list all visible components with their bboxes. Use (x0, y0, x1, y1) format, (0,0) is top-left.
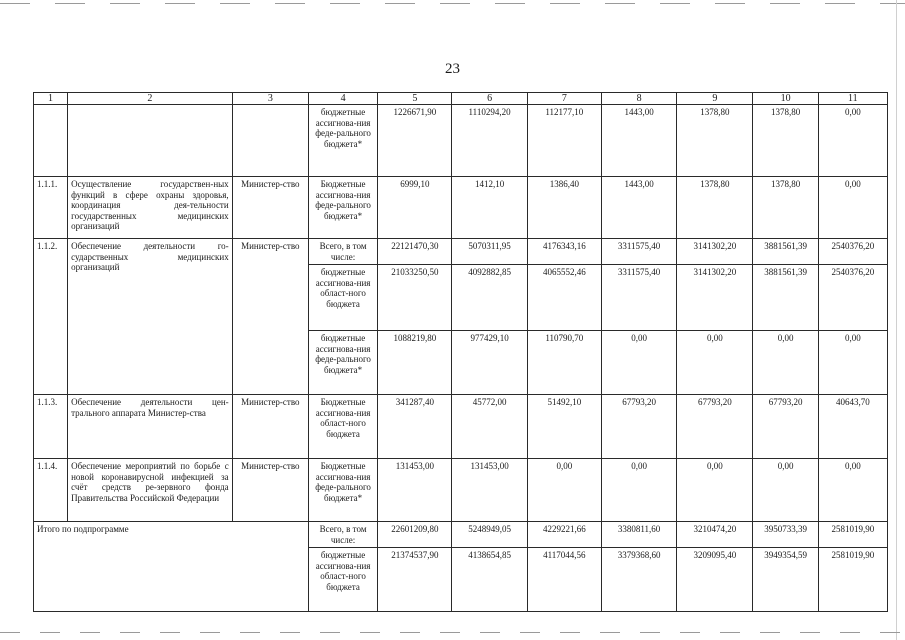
funding-source: бюджетные ассигнова-ния феде-рального бюджета* (308, 105, 377, 177)
column-number-row (34, 93, 888, 105)
column-number: 9 (677, 93, 753, 105)
amount-cell: 1443,00 (601, 177, 676, 239)
amount-cell: 4117044,56 (527, 548, 601, 612)
page-number: 23 (445, 61, 460, 77)
amount-cell: 22601209,80 (378, 522, 452, 548)
column-number: 3 (232, 93, 308, 105)
amount-cell: 0,00 (818, 177, 887, 239)
amount-cell: 21374537,90 (378, 548, 452, 612)
executor: Министер-ство (232, 177, 308, 239)
amount-cell: 131453,00 (452, 459, 527, 522)
amount-cell: 3210474,20 (677, 522, 753, 548)
column-number: 2 (68, 93, 233, 105)
amount-cell: 1226671,90 (378, 105, 452, 177)
amount-cell: 0,00 (677, 459, 753, 522)
amount-cell: 3950733,39 (753, 522, 818, 548)
amount-cell: 3379368,60 (601, 548, 676, 612)
column-number: 10 (753, 93, 818, 105)
column-number: 7 (527, 93, 601, 105)
table-row (34, 522, 888, 548)
amount-cell: 0,00 (818, 459, 887, 522)
amount-cell: 4065552,46 (527, 265, 601, 331)
amount-cell: 5248949,05 (452, 522, 527, 548)
subprogram-total-label: Итого по подпрограмме (34, 522, 309, 612)
item-number: 1.1.3. (34, 395, 68, 459)
amount-cell: 4176343,16 (527, 239, 601, 265)
table-row (34, 459, 888, 522)
funding-source: бюджетные ассигнова-ния област-ного бюджета (308, 265, 377, 331)
item-number: 1.1.4. (34, 459, 68, 522)
measure-name: Обеспечение мероприятий по борьбе с новой коронавирусной инфекцией за счёт средств ре-зервного фонда Правительства Российской Федерации (68, 459, 233, 522)
amount-cell: 1378,80 (753, 105, 818, 177)
item-number (34, 105, 68, 177)
amount-cell: 3881561,39 (753, 265, 818, 331)
item-number: 1.1.2. (34, 239, 68, 395)
column-number: 5 (378, 93, 452, 105)
amount-cell: 3141302,20 (677, 239, 753, 265)
amount-cell: 3311575,40 (601, 239, 676, 265)
amount-cell: 2540376,20 (818, 265, 887, 331)
amount-cell: 1443,00 (601, 105, 676, 177)
funding-source: Бюджетные ассигнова-ния област-ного бюджета (308, 395, 377, 459)
amount-cell: 6999,10 (378, 177, 452, 239)
amount-cell: 3380811,60 (601, 522, 676, 548)
amount-cell: 131453,00 (378, 459, 452, 522)
column-number: 4 (308, 93, 377, 105)
executor: Министер-ство (232, 395, 308, 459)
amount-cell: 3141302,20 (677, 265, 753, 331)
amount-cell: 4092882,85 (452, 265, 527, 331)
funding-source: Бюджетные ассигнова-ния феде-рального бюджета* (308, 177, 377, 239)
amount-cell: 1110294,20 (452, 105, 527, 177)
scan-edge-right (896, 0, 897, 640)
amount-cell: 21033250,50 (378, 265, 452, 331)
amount-cell: 5070311,95 (452, 239, 527, 265)
funding-source: Всего, в том числе: (308, 522, 377, 548)
amount-cell: 4138654,85 (452, 548, 527, 612)
column-number: 8 (601, 93, 676, 105)
measure-name (68, 105, 233, 177)
amount-cell: 2540376,20 (818, 239, 887, 265)
scan-edge-bottom (0, 632, 905, 633)
item-number: 1.1.1. (34, 177, 68, 239)
amount-cell: 110790,70 (527, 331, 601, 395)
amount-cell: 3311575,40 (601, 265, 676, 331)
amount-cell: 40643,70 (818, 395, 887, 459)
amount-cell: 0,00 (677, 331, 753, 395)
amount-cell: 0,00 (818, 331, 887, 395)
amount-cell: 0,00 (527, 459, 601, 522)
amount-cell: 51492,10 (527, 395, 601, 459)
amount-cell: 341287,40 (378, 395, 452, 459)
amount-cell: 4229221,66 (527, 522, 601, 548)
amount-cell: 977429,10 (452, 331, 527, 395)
table-row (34, 177, 888, 239)
amount-cell: 3949354,59 (753, 548, 818, 612)
amount-cell: 112177,10 (527, 105, 601, 177)
table-row (34, 395, 888, 459)
amount-cell: 45772,00 (452, 395, 527, 459)
amount-cell: 3209095,40 (677, 548, 753, 612)
amount-cell: 3881561,39 (753, 239, 818, 265)
funding-source: Всего, в том числе: (308, 239, 377, 265)
measure-name: Обеспечение деятельности го-сударственных медицинских организаций (68, 239, 233, 395)
table-row (34, 239, 888, 265)
amount-cell: 2581019,90 (818, 522, 887, 548)
amount-cell: 1378,80 (677, 177, 753, 239)
amount-cell: 1412,10 (452, 177, 527, 239)
amount-cell: 1088219,80 (378, 331, 452, 395)
scan-edge-top (0, 3, 905, 4)
executor (232, 105, 308, 177)
amount-cell: 67793,20 (601, 395, 676, 459)
measure-name: Осуществление государствен-ных функций в сфере охраны здоровья, координация дея-тельности государственных медицинских организаций (68, 177, 233, 239)
budget-table (33, 92, 888, 612)
amount-cell: 67793,20 (753, 395, 818, 459)
amount-cell: 1386,40 (527, 177, 601, 239)
amount-cell: 2581019,90 (818, 548, 887, 612)
amount-cell: 0,00 (601, 459, 676, 522)
funding-source: бюджетные ассигнова-ния област-ного бюджета (308, 548, 377, 612)
executor: Министер-ство (232, 239, 308, 395)
executor: Министер-ство (232, 459, 308, 522)
amount-cell: 0,00 (753, 459, 818, 522)
amount-cell: 1378,80 (753, 177, 818, 239)
column-number: 11 (818, 93, 887, 105)
funding-source: бюджетные ассигнова-ния феде-рального бюджета* (308, 331, 377, 395)
funding-source: Бюджетные ассигнова-ния феде-рального бюджета* (308, 459, 377, 522)
amount-cell: 0,00 (601, 331, 676, 395)
amount-cell: 1378,80 (677, 105, 753, 177)
column-number: 6 (452, 93, 527, 105)
amount-cell: 67793,20 (677, 395, 753, 459)
amount-cell: 0,00 (753, 331, 818, 395)
amount-cell: 0,00 (818, 105, 887, 177)
amount-cell: 22121470,30 (378, 239, 452, 265)
measure-name: Обеспечение деятельности цен-трального аппарата Министер-ства (68, 395, 233, 459)
column-number: 1 (34, 93, 68, 105)
table-row (34, 105, 888, 177)
